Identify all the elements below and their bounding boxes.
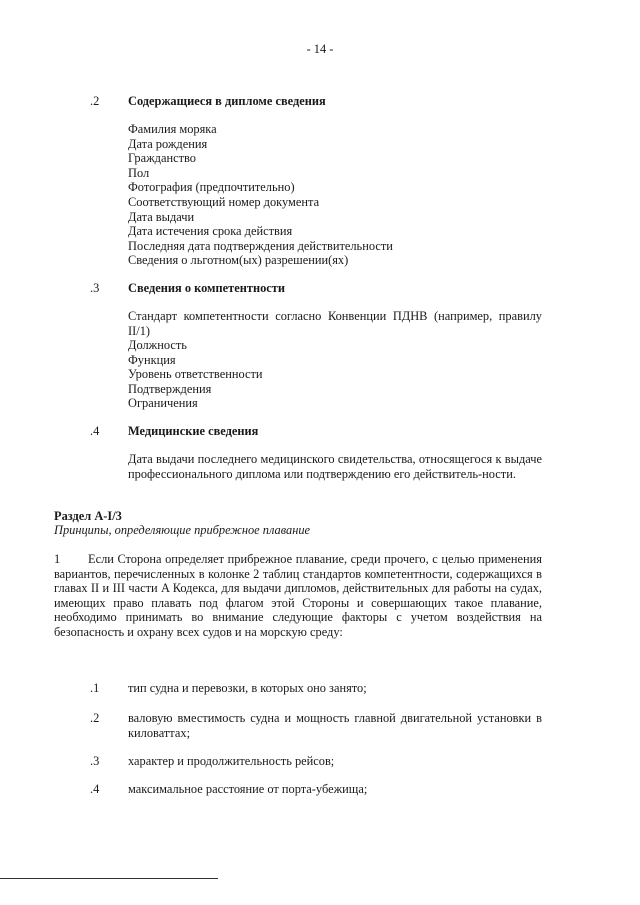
list-item: Дата истечения срока действия <box>128 224 293 239</box>
list-item: Ограничения <box>128 396 198 411</box>
subitem-number: .4 <box>90 782 100 796</box>
page-number: - 14 - <box>306 42 334 56</box>
footnote-divider <box>0 878 218 879</box>
competence-fields-list <box>128 338 263 411</box>
item-heading: Медицинские сведения <box>128 424 259 438</box>
list-item: Фотография (предпочтительно) <box>128 180 295 195</box>
item-number: .2 <box>90 94 100 108</box>
item-heading: Содержащиеся в дипломе сведения <box>128 94 326 108</box>
competence-standard: Стандарт компетентности согласно Конвенции ПДНВ (например, правилу II/1) <box>128 309 542 338</box>
list-item: Должность <box>128 338 187 352</box>
section-title: Раздел A-I/3 <box>54 509 122 523</box>
medical-info-paragraph: Дата выдачи последнего медицинского свидетельства, относящегося к выдаче профессионального диплома или подтверждению его действитель-ности. <box>128 452 542 481</box>
subitem-text: валовую вместимость судна и мощность главной двигательной установки в киловаттах; <box>128 711 542 740</box>
list-item: Дата выдачи <box>128 209 195 224</box>
subitem-text: тип судна и перевозки, в которых оно занято; <box>128 681 367 695</box>
list-item: Подтверждения <box>128 381 212 396</box>
subitem-text: характер и продолжительность рейсов; <box>128 754 335 768</box>
item-heading: Сведения о компетентности <box>128 281 285 295</box>
subitem-text: максимальное расстояние от порта-убежища; <box>128 782 368 796</box>
paragraph-number: 1 <box>54 552 61 566</box>
list-item: Функция <box>128 352 176 367</box>
list-item: Последняя дата подтверждения действительности <box>128 238 393 253</box>
section-paragraph: Если Сторона определяет прибрежное плавание, среди прочего, с целью применения вариантов, перечисленных в колонке 2 таблиц стандартов компетентности, содержащихся в главах II и III части A Кодекса, для выдачи дипломов, действительных для работы на судах, имеющих право плавать под флагом этой Стороны и совершающих такое плавание, необходимо принимать во внимание следующие факторы с учетом воздействия на безопасность и охрану всех судов и на морскую среду: <box>54 552 542 639</box>
list-item: Пол <box>128 165 150 180</box>
subitem-number: .2 <box>90 711 100 725</box>
list-item: Уровень ответственности <box>128 367 263 382</box>
subitem-number: .1 <box>90 681 100 695</box>
item-number: .3 <box>90 281 100 295</box>
list-item: Гражданство <box>128 151 196 166</box>
list-item: Сведения о льготном(ых) разрешении(ях) <box>128 253 349 268</box>
subitem-number: .3 <box>90 754 100 768</box>
list-item: Дата рождения <box>128 136 208 151</box>
diploma-fields-list <box>128 122 393 268</box>
item-number: .4 <box>90 424 100 438</box>
section-subtitle: Принципы, определяющие прибрежное плавание <box>54 523 311 537</box>
list-item: Соответствующий номер документа <box>128 194 320 209</box>
list-item: Фамилия моряка <box>128 122 217 136</box>
